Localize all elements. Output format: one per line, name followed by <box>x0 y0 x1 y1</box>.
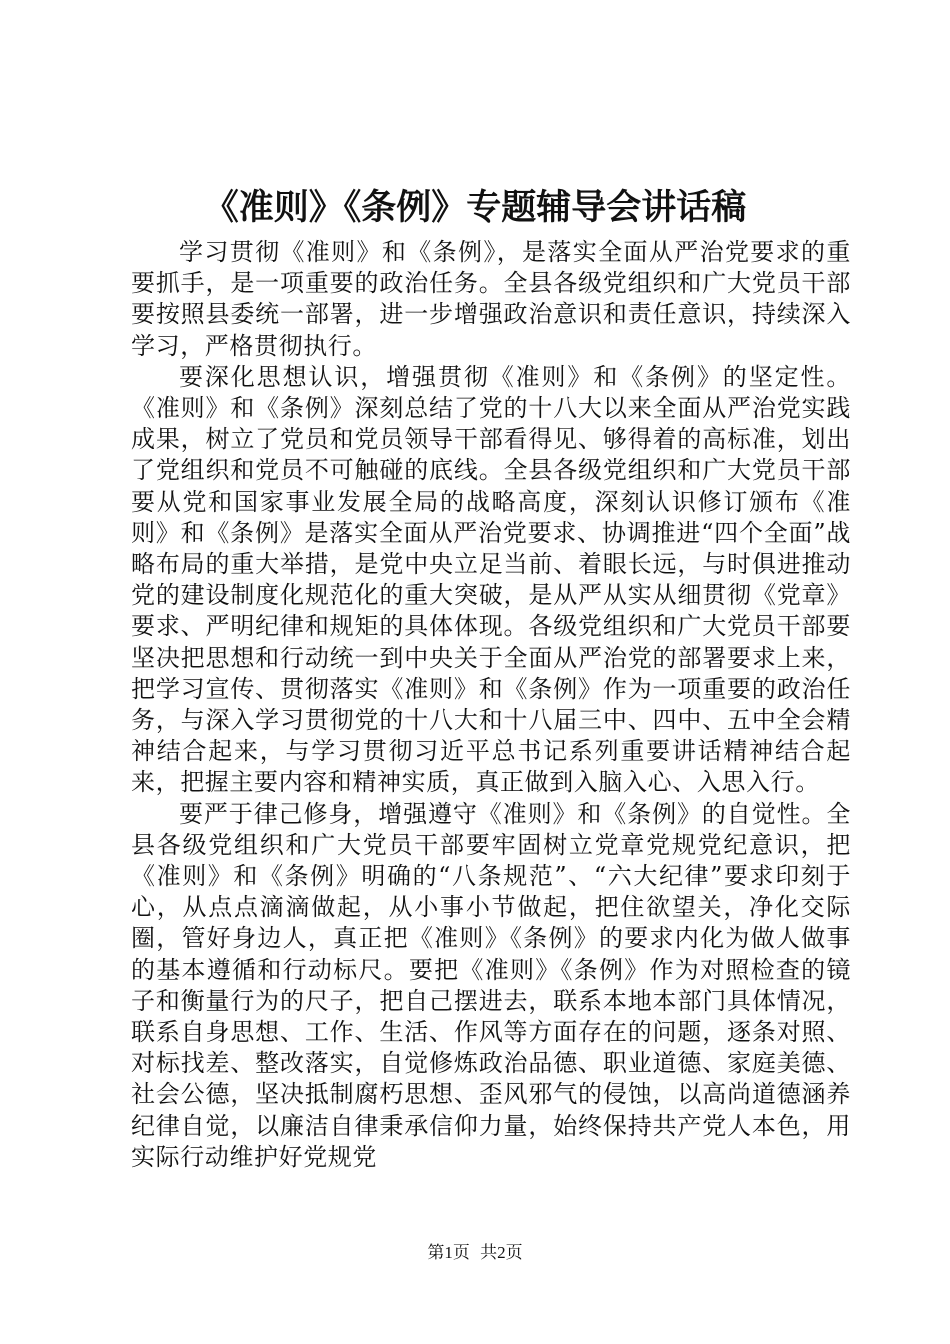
document-body <box>131 237 851 1173</box>
paragraph-self-discipline: 要严于律己修身，增强遵守《准则》和《条例》的自觉性。全县各级党组织和广大党员干部要牢固树立党章党规党纪意识，把《准则》和《条例》明确的“八条规范”、“六大纪律”要求印刻于心，从点点滴滴做起，从小事小节做起，把住欲望关，净化交际圈，管好身边人，真正把《准则》《条例》的要求内化为做人做事的基本遵循和行动标尺。要把《准则》《条例》作为对照检查的镜子和衡量行为的尺子，把自己摆进去，联系本地本部门具体情况，联系自身思想、工作、生活、作风等方面存在的问题，逐条对照、对标找差、整改落实，自觉修炼政治品德、职业道德、家庭美德、社会公德，坚决抵制腐朽思想、歪风邪气的侵蚀，以高尚道德涵养纪律自觉，以廉洁自律秉承信仰力量，始终保持共产党人本色，用实际行动维护好党规党 <box>131 799 851 1171</box>
page-footer <box>0 1243 950 1263</box>
page-number: 第1页 <box>427 1243 470 1262</box>
page-total: 共2页 <box>480 1243 523 1262</box>
document-title: 《准则》《条例》专题辅导会讲话稿 <box>203 187 747 228</box>
paragraph-intro: 学习贯彻《准则》和《条例》，是落实全面从严治党要求的重要抓手，是一项重要的政治任务。全县各级党组织和广大党员干部要按照县委统一部署，进一步增强政治意识和责任意识，持续深入学习，严格贯彻执行。 <box>131 238 851 360</box>
paragraph-deepen-understanding: 要深化思想认识，增强贯彻《准则》和《条例》的坚定性。《准则》和《条例》深刻总结了党的十八大以来全面从严治党实践成果，树立了党员和党员领导干部看得见、够得着的高标准，划出了党组织和党员不可触碰的底线。全县各级党组织和广大党员干部要从党和国家事业发展全局的战略高度，深刻认识修订颁布《准则》和《条例》是落实全面从严治党要求、协调推进“四个全面”战略布局的重大举措，是党中央立足当前、着眼长远，与时俱进推动党的建设制度化规范化的重大突破，是从严从实从细贯彻《党章》要求、严明纪律和规矩的具体体现。各级党组织和广大党员干部要坚决把思想和行动统一到中央关于全面从严治党的部署要求上来，把学习宣传、贯彻落实《准则》和《条例》作为一项重要的政治任务，与深入学习贯彻党的十八大和十八届三中、四中、五中全会精神结合起来，与学习贯彻习近平总书记系列重要讲话精神结合起来，把握主要内容和精神实质，真正做到入脑入心、入思入行。 <box>131 362 851 797</box>
